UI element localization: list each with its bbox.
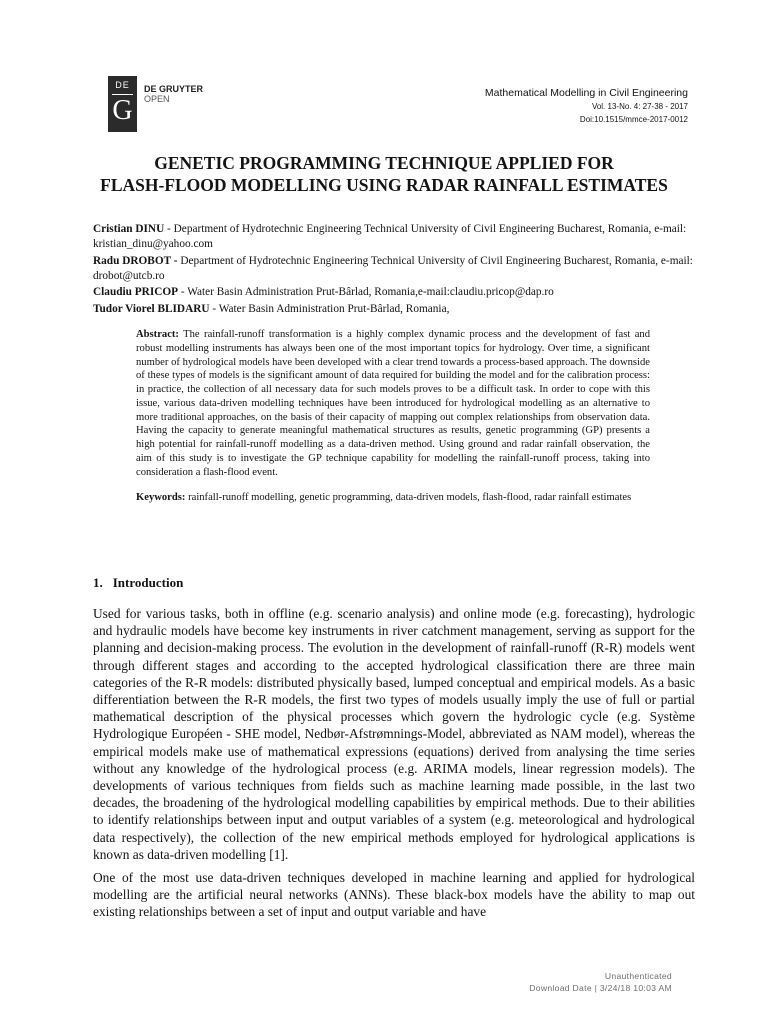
publisher-name-line1: DE GRUYTER	[144, 84, 204, 94]
publisher-logo-mark	[108, 76, 137, 132]
author-affiliation: - Department of Hydrotechnic Engineering Technical University of Civil Engineering Bucharest, Romania, e-mail: kristian_dinu@yahoo.com	[93, 223, 687, 250]
journal-doi: Doi:10.1515/mmce-2017-0012	[579, 115, 688, 124]
author-affiliation: - Water Basin Administration Prut-Bârlad, Romania,	[209, 302, 450, 315]
body-text	[93, 605, 695, 927]
body-paragraph: Used for various tasks, both in offline (e.g. scenario analysis) and online mode (e.g. forecasting), hydrologic and hydraulic models have become key instruments in river catchment management, serving as support for the planning and decision-making process. The evolution in the development of rainfall-runoff (R-R) models went through different stages and according to the accepted hydrological classification there are three main categories of the R-R models: distributed physically based, lumped conceptual and empirical models. As a basic differentiation between the R-R models, the first two types of models usually imply the use of full or partial mathematical description of the physical processes which govern the hydrologic cycle (e.g. Système Hydrologique Européen - SHE model, Nedbør-Afstrømnings-Model, abbreviated as NAM model), whereas the empirical models make use of mathematical expressions (equations) derived from analysing the time series without any knowledge of the hydrological process (e.g. ARIMA models, linear regression models). The developments of various techniques from fields such as machine learning made possible, in the last two decades, the broadening of the hydrological modelling capabilities by empirical methods. Due to their abilities to identify relationships between input and output variables of a system (e.g. meteorological and hydrological data respectively), the collection of the new empirical methods employed for hydrological applications is known as data-driven modelling [1].	[93, 606, 695, 862]
abstract-block	[136, 328, 650, 505]
body-paragraph: One of the most use data-driven techniques developed in machine learning and applied for hydrological modelling are the artificial neural networks (ANNs). These black-box models have the ability to map out existing relationships between a set of input and output variable and have	[93, 870, 695, 920]
logo-de-text: DE	[115, 80, 130, 90]
publisher-logo	[96, 76, 214, 134]
author-name: Tudor Viorel BLIDARU	[93, 302, 210, 315]
section-title: Introduction	[112, 575, 184, 590]
abstract-label: Abstract:	[136, 329, 179, 340]
author-affiliation: Department of Hydrotechnic Engineering Technical University of Civil Engineering Bucharest, Romania, e-mail: drobot@utcb.ro	[93, 254, 693, 282]
journal-name: Mathematical Modelling in Civil Engineering	[484, 87, 688, 99]
journal-info	[485, 86, 688, 126]
footer-line1: Unauthenticated	[604, 971, 672, 981]
author-entry	[93, 254, 693, 284]
abstract-paragraph	[136, 328, 650, 479]
download-footer	[529, 970, 672, 994]
abstract-text: The rainfall-runoff transformation is a highly complex dynamic process and the development of fast and robust modelling instruments has always been one of the most important topics for hydrology. Over time, a significant number of hydrological models have been developed with a clear trend towards a process-based approach. The downside of these types of models is the significant amount of data required for building the model and for the calibration process: in practice, the collection of all necessary data for such models proves to be a difficult task. In order to cope with this issue, various data-driven modelling techniques have been introduced for hydrological modelling as an alternative to more traditional approaches, on the basis of their capacity of mapping out complex relationships from observation data. Having the capacity to generate meaningful mathematical structures as results, genetic programming (GP) presents a high potential for rainfall-runoff modelling as a data-driven method. Using ground and radar rainfall observation, the aim of this study is to investigate the GP technique capability for modelling the rainfall-runoff process, taking into consideration a flash-flood event.	[136, 329, 650, 478]
section-number: 1.	[93, 575, 103, 590]
footer-line2: Download Date | 3/24/18 10:03 AM	[529, 983, 672, 993]
keywords-label: Keywords:	[136, 492, 186, 504]
logo-g-text: G	[112, 95, 133, 126]
author-name: Claudiu PRICOP	[93, 286, 179, 298]
author-list	[93, 222, 693, 318]
publisher-name	[144, 84, 203, 104]
paper-title-line2: FLASH-FLOOD MODELLING USING RADAR RAINFALL ESTIMATES	[100, 175, 668, 195]
author-entry	[93, 222, 693, 252]
author-name: Radu DROBOT -	[93, 254, 178, 267]
publisher-name-line2: OPEN	[144, 94, 170, 104]
section-heading	[93, 575, 183, 591]
paper-title	[60, 152, 708, 196]
author-name: Cristian DINU	[93, 223, 165, 235]
author-entry	[93, 302, 693, 317]
paper-title-line1: GENETIC PROGRAMMING TECHNIQUE APPLIED FOR	[154, 153, 614, 173]
keywords-paragraph	[136, 491, 650, 505]
keywords-text: rainfall-runoff modelling, genetic programming, data-driven models, flash-flood, radar rainfall estimates	[185, 492, 632, 504]
author-affiliation: - Water Basin Administration Prut-Bârlad, Romania,e-mail:claudiu.pricop@dap.ro	[178, 286, 554, 298]
author-entry	[93, 285, 693, 300]
journal-volume: Vol. 13-No. 4: 27-38 - 2017	[591, 102, 688, 111]
